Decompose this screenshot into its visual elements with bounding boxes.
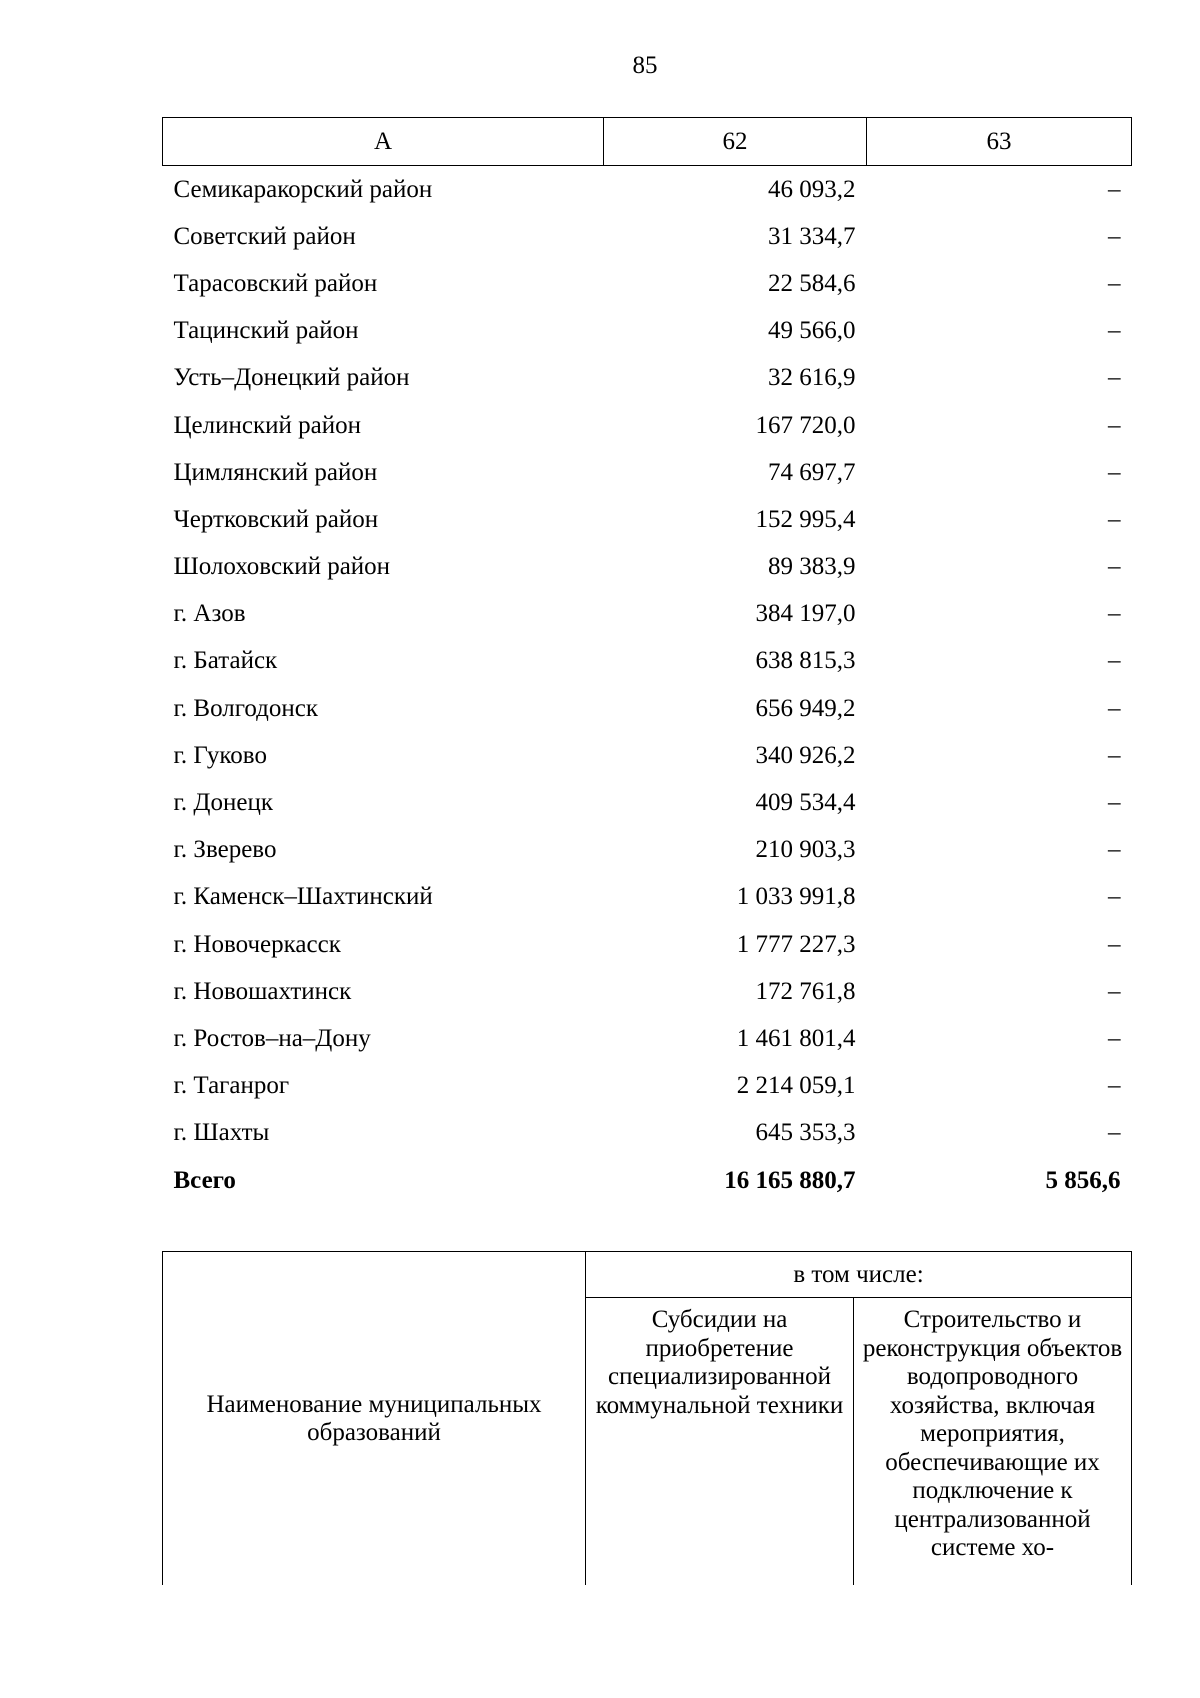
table-row bbox=[163, 968, 1132, 1015]
table-row bbox=[163, 355, 1132, 402]
table-row bbox=[163, 1063, 1132, 1110]
table-row bbox=[163, 213, 1132, 260]
municipality-name: г. Шахты bbox=[173, 1119, 270, 1147]
table-row bbox=[163, 496, 1132, 543]
value-col-63: – bbox=[1108, 1072, 1121, 1100]
value-col-63: – bbox=[1108, 977, 1121, 1005]
value-col-63: – bbox=[1108, 1024, 1121, 1052]
municipality-name: Цимлянский район bbox=[173, 458, 378, 486]
value-col-62: 89 383,9 bbox=[768, 553, 856, 581]
table-row bbox=[163, 166, 1132, 214]
value-col-62: 32 616,9 bbox=[768, 364, 856, 392]
value-col-63: – bbox=[1108, 458, 1121, 486]
municipality-name: г. Таганрог bbox=[173, 1072, 290, 1100]
value-col-62: 638 815,3 bbox=[755, 647, 856, 675]
municipality-name: г. Новочеркасск bbox=[173, 930, 341, 958]
header-col-a: А bbox=[163, 118, 604, 166]
table-row bbox=[163, 732, 1132, 779]
value-col-62: 340 926,2 bbox=[755, 741, 856, 769]
including-group-header: в том числе: bbox=[586, 1252, 1132, 1298]
municipality-name: г. Донецк bbox=[173, 789, 273, 817]
value-col-63: – bbox=[1108, 175, 1121, 203]
value-col-62: 656 949,2 bbox=[755, 694, 856, 722]
table-header-row bbox=[163, 118, 1132, 166]
municipality-column-header: Наименование муниципальных образований bbox=[163, 1252, 586, 1586]
municipality-name: г. Волгодонск bbox=[173, 694, 319, 722]
value-col-62: 16 165 880,7 bbox=[724, 1166, 856, 1194]
value-col-62: 74 697,7 bbox=[768, 458, 856, 486]
municipality-name: г. Азов bbox=[173, 600, 246, 628]
value-col-63: – bbox=[1108, 930, 1121, 958]
value-col-62: 384 197,0 bbox=[755, 600, 856, 628]
value-col-63: – bbox=[1108, 1119, 1121, 1147]
municipality-name: Усть–Донецкий район bbox=[173, 364, 410, 392]
budget-table bbox=[162, 117, 1132, 1204]
value-col-63: – bbox=[1108, 505, 1121, 533]
table-row bbox=[163, 308, 1132, 355]
table-row bbox=[163, 1015, 1132, 1062]
value-col-62: 1 777 227,3 bbox=[736, 930, 856, 958]
table-row bbox=[163, 827, 1132, 874]
value-col-63: – bbox=[1108, 694, 1121, 722]
value-col-62: 172 761,8 bbox=[755, 977, 856, 1005]
table-row bbox=[163, 921, 1132, 968]
header-table bbox=[162, 1251, 1132, 1585]
header-col-63: 63 bbox=[867, 118, 1132, 166]
municipality-name: Целинский район bbox=[173, 411, 361, 439]
value-col-63: – bbox=[1108, 600, 1121, 628]
value-col-63: – bbox=[1108, 836, 1121, 864]
municipality-name: г. Гуково bbox=[173, 741, 267, 769]
table-row bbox=[163, 591, 1132, 638]
table-row bbox=[163, 638, 1132, 685]
municipality-name: Шолоховский район bbox=[173, 553, 391, 581]
header-col-62: 62 bbox=[604, 118, 867, 166]
table-row bbox=[163, 260, 1132, 307]
value-col-62: 2 214 059,1 bbox=[736, 1072, 856, 1100]
table-body bbox=[163, 166, 1132, 1205]
value-col-63: – bbox=[1108, 741, 1121, 769]
value-col-63: – bbox=[1108, 883, 1121, 911]
value-col-63: 5 856,6 bbox=[1045, 1166, 1121, 1194]
value-col-63: – bbox=[1108, 647, 1121, 675]
construction-column-header: Строительство и реконструкция объектов водопроводного хозяйства, включая мероприятия, обеспечивающие их подключение к централизованной системе хо- bbox=[854, 1298, 1132, 1586]
value-col-62: 210 903,3 bbox=[755, 836, 856, 864]
subsidy-column-header: Субсидии на приобретение специализированной коммунальной техники bbox=[586, 1298, 854, 1586]
value-col-63: – bbox=[1108, 222, 1121, 250]
value-col-62: 152 995,4 bbox=[755, 505, 856, 533]
value-col-63: – bbox=[1108, 411, 1121, 439]
value-col-63: – bbox=[1108, 789, 1121, 817]
value-col-62: 1 033 991,8 bbox=[736, 883, 856, 911]
total-row bbox=[163, 1157, 1132, 1204]
page-number: 85 bbox=[632, 52, 658, 79]
municipality-name: Семикаракорский район bbox=[173, 175, 433, 203]
value-col-63: – bbox=[1108, 317, 1121, 345]
value-col-63: – bbox=[1108, 364, 1121, 392]
table-row bbox=[163, 544, 1132, 591]
value-col-62: 1 461 801,4 bbox=[736, 1024, 856, 1052]
municipality-name: г. Ростов–на–Дону bbox=[173, 1024, 371, 1052]
municipality-name: Тацинский район bbox=[173, 317, 359, 345]
table-row bbox=[163, 402, 1132, 449]
municipality-name: г. Каменск–Шахтинский bbox=[173, 883, 433, 911]
municipality-name: Чертковский район bbox=[173, 505, 379, 533]
value-col-62: 31 334,7 bbox=[768, 222, 856, 250]
value-col-63: – bbox=[1108, 553, 1121, 581]
table-row bbox=[163, 449, 1132, 496]
value-col-62: 167 720,0 bbox=[755, 411, 856, 439]
table-row bbox=[163, 685, 1132, 732]
municipality-name: Тарасовский район bbox=[173, 269, 378, 297]
municipality-name: Всего bbox=[173, 1166, 236, 1194]
municipality-name: г. Зверево bbox=[173, 836, 277, 864]
value-col-63: – bbox=[1108, 269, 1121, 297]
value-col-62: 46 093,2 bbox=[768, 175, 856, 203]
value-col-62: 49 566,0 bbox=[768, 317, 856, 345]
table-row bbox=[163, 874, 1132, 921]
municipality-name: г. Новошахтинск bbox=[173, 977, 352, 1005]
value-col-62: 409 534,4 bbox=[755, 789, 856, 817]
municipality-name: г. Батайск bbox=[173, 647, 278, 675]
table-row bbox=[163, 779, 1132, 826]
municipality-name: Советский район bbox=[173, 222, 356, 250]
value-col-62: 22 584,6 bbox=[768, 269, 856, 297]
table-row bbox=[163, 1110, 1132, 1157]
value-col-62: 645 353,3 bbox=[755, 1119, 856, 1147]
